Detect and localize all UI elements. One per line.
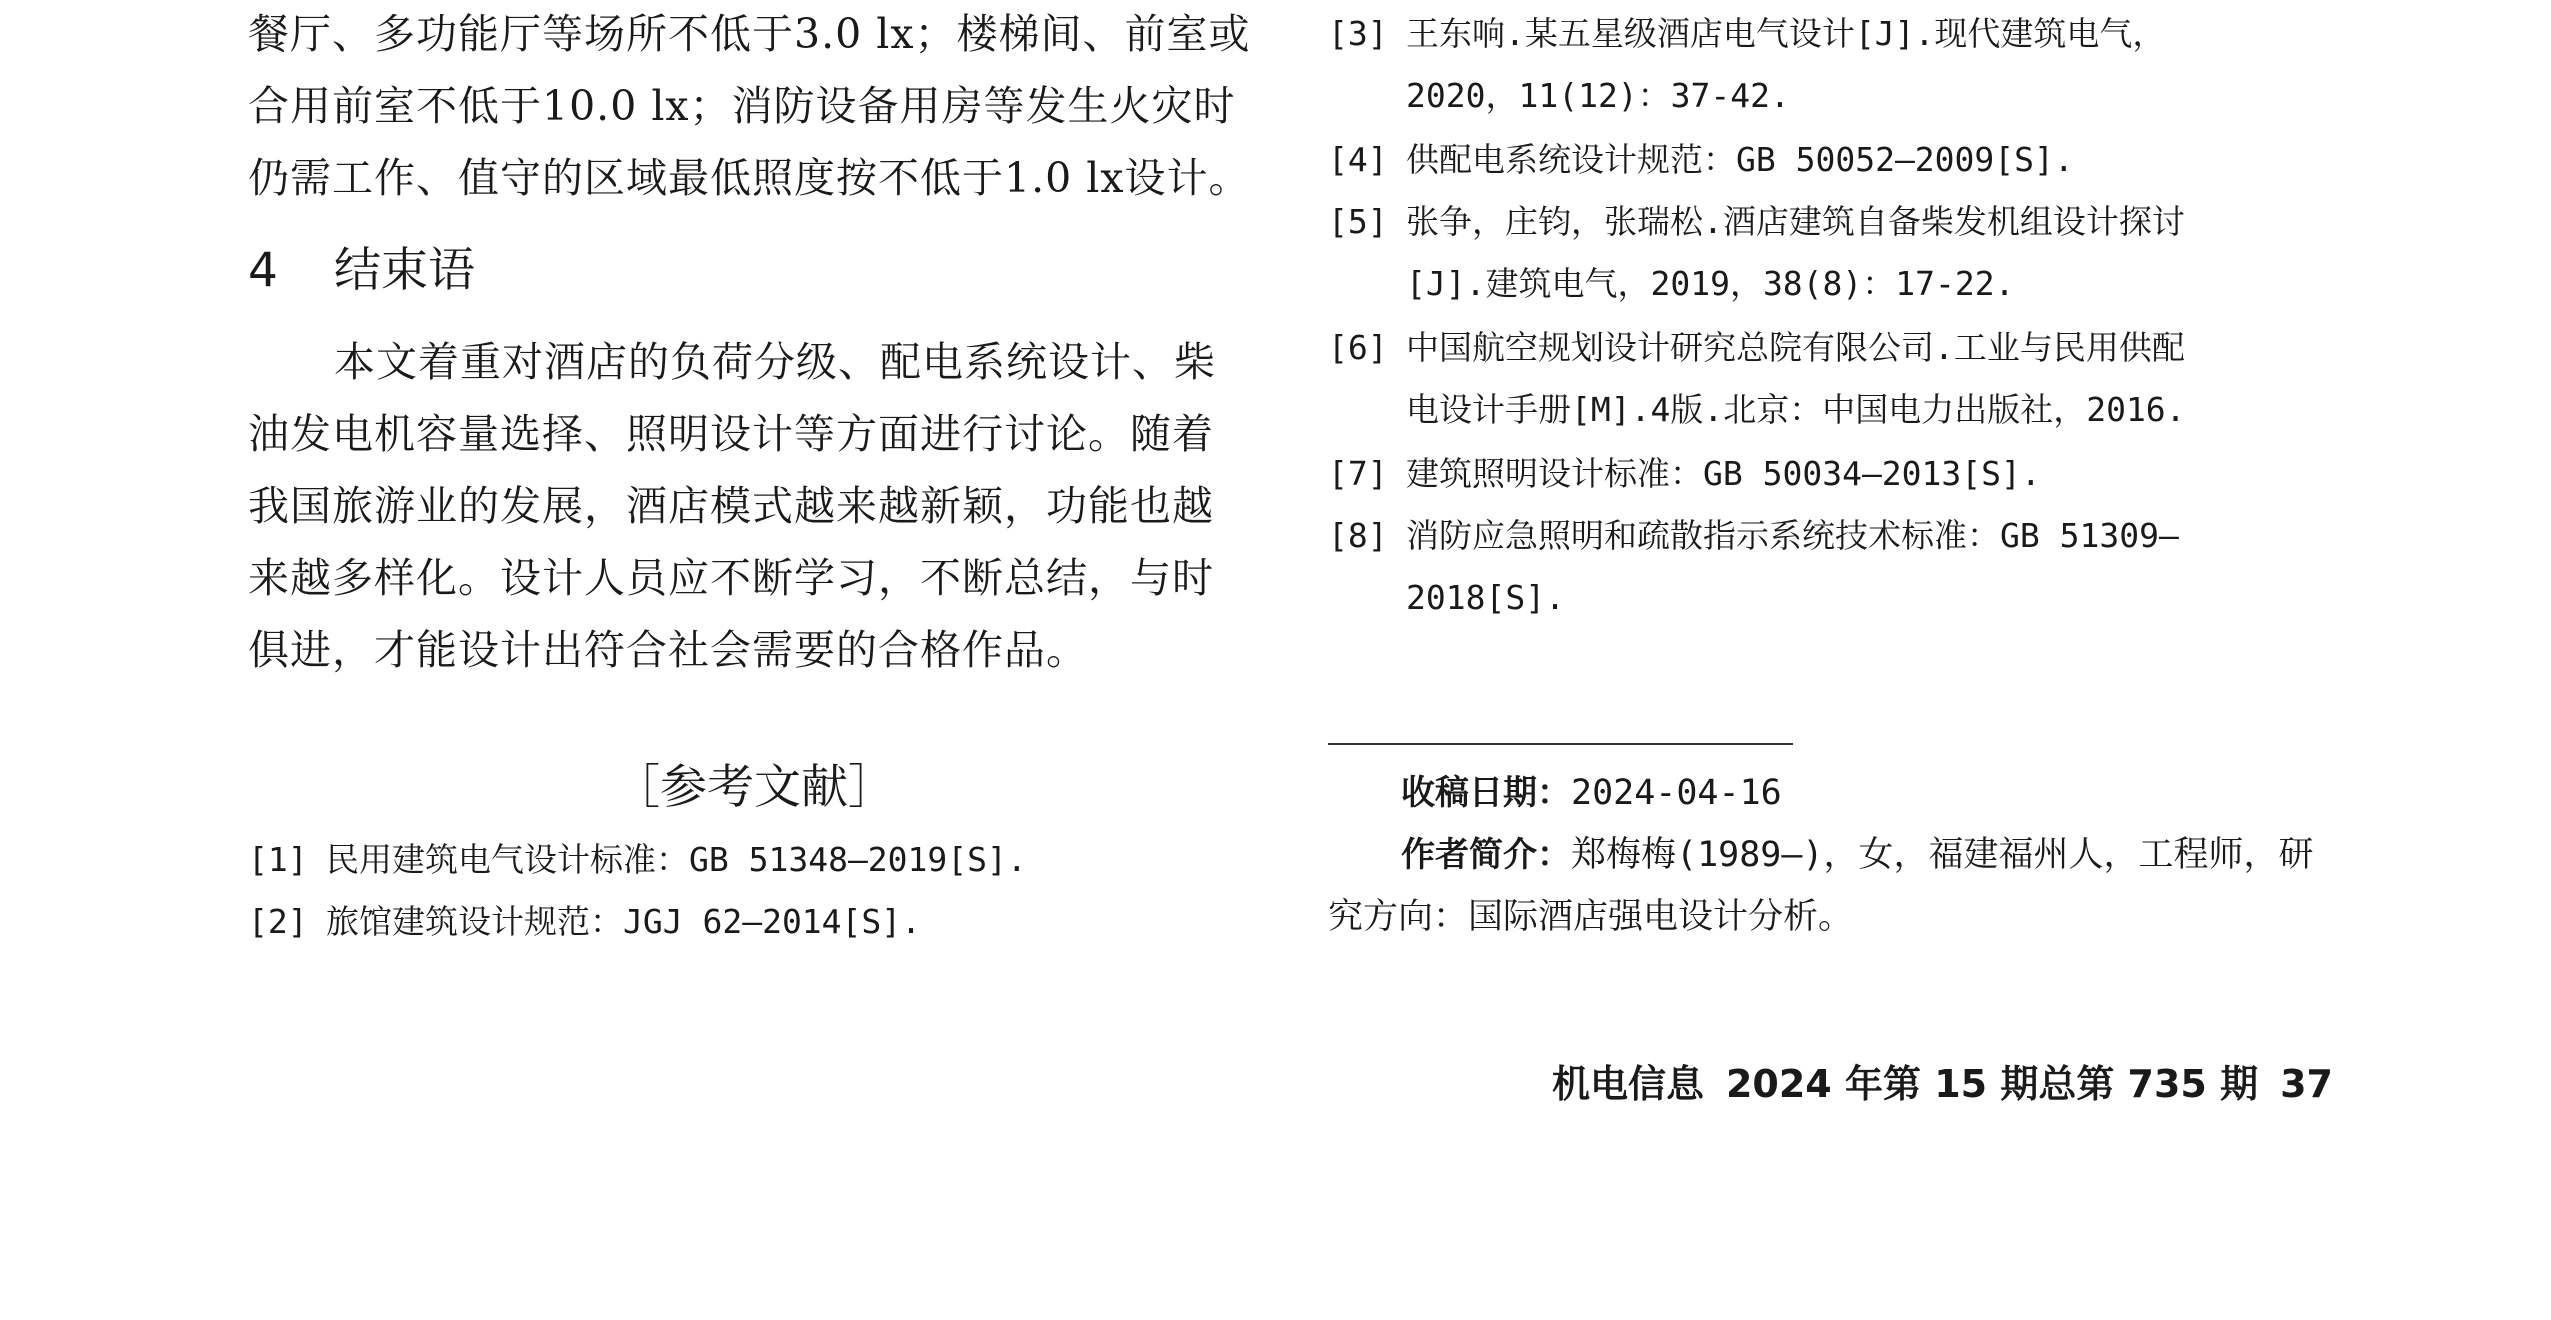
reference-number: [5] (1328, 202, 1388, 241)
reference-item-1 (248, 830, 1027, 890)
journal-name: 机电信息 (1551, 1062, 1704, 1106)
author-note-continuation: 究方向：国际酒店强电设计分析。 (1328, 897, 1854, 937)
reference-item-3 (1328, 4, 2165, 64)
paragraph-line: 合用前室不低于10.0 lx；消防设备用房等发生火灾时 (248, 82, 1236, 130)
reference-text: 王东响.某五星级酒店电气设计[J].现代建筑电气， (1406, 14, 2166, 53)
reference-number: [2] (248, 902, 308, 941)
reference-continuation: 2018[S]. (1406, 578, 1565, 617)
paragraph-line: 餐厅、多功能厅等场所不低于3.0 lx；楼梯间、前室或 (248, 10, 1251, 58)
received-date-value: 2024-04-16 (1571, 773, 1782, 813)
reference-text: 民用建筑电气设计标准：GB 51348—2019[S]. (326, 840, 1027, 879)
paragraph-line: 本文着重对酒店的负荷分级、配电系统设计、柴 (334, 338, 1216, 386)
received-date-label: 收稿日期： (1401, 773, 1571, 813)
reference-item-6 (1328, 318, 2185, 378)
reference-number: [1] (248, 840, 308, 879)
reference-number: [3] (1328, 14, 1388, 53)
paragraph-line: 俱进，才能设计出符合社会需要的合格作品。 (248, 626, 1088, 674)
author-label: 作者简介： (1401, 835, 1571, 875)
received-date-note (1401, 763, 1782, 823)
section-heading (248, 238, 475, 304)
reference-item-2 (248, 892, 921, 952)
paragraph-line: 油发电机容量选择、照明设计等方面进行讨论。随着 (248, 410, 1214, 458)
author-text: 郑梅梅(1989—)，女，福建福州人，工程师，研 (1571, 835, 2314, 875)
reference-text: 旅馆建筑设计规范：JGJ 62—2014[S]. (326, 902, 922, 941)
reference-number: [4] (1328, 140, 1388, 179)
reference-number: [8] (1328, 516, 1388, 555)
section-number: 4 (248, 243, 278, 298)
reference-text: 建筑照明设计标准：GB 50034—2013[S]. (1406, 454, 2041, 493)
reference-number: [6] (1328, 328, 1388, 367)
reference-number: [7] (1328, 454, 1388, 493)
reference-continuation: 电设计手册[M].4版.北京：中国电力出版社，2016. (1406, 390, 2186, 429)
reference-text: 中国航空规划设计研究总院有限公司.工业与民用供配 (1406, 328, 2185, 367)
footnote-rule (1328, 743, 1793, 745)
page-footer (1552, 1054, 2333, 1114)
paragraph-line: 我国旅游业的发展，酒店模式越来越新颖，功能也越 (248, 482, 1214, 530)
author-note (1401, 825, 2314, 885)
paragraph-line: 仍需工作、值守的区域最低照度按不低于1.0 lx设计。 (248, 154, 1251, 202)
issue-info: 2024 年第 15 期总第 735 期 (1725, 1062, 2259, 1106)
reference-text: 消防应急照明和疏散指示系统技术标准：GB 51309— (1406, 516, 2179, 555)
reference-item-7 (1328, 444, 2041, 504)
paragraph-line: 来越多样化。设计人员应不断学习，不断总结，与时 (248, 554, 1214, 602)
reference-text: 张争，庄钧，张瑞松.酒店建筑自备柴发机组设计探讨 (1406, 202, 2185, 241)
section-title: 结束语 (334, 243, 475, 298)
reference-continuation: 2020，11(12)：37-42. (1406, 76, 1790, 115)
reference-item-8 (1328, 506, 2179, 566)
reference-continuation: [J].建筑电气，2019，38(8)：17-22. (1406, 264, 2015, 303)
reference-text: 供配电系统设计规范：GB 50052—2009[S]. (1406, 140, 2074, 179)
reference-item-5 (1328, 192, 2185, 252)
reference-item-4 (1328, 130, 2074, 190)
references-heading: ［参考文献］ (613, 760, 895, 815)
page-number: 37 (2280, 1062, 2333, 1106)
